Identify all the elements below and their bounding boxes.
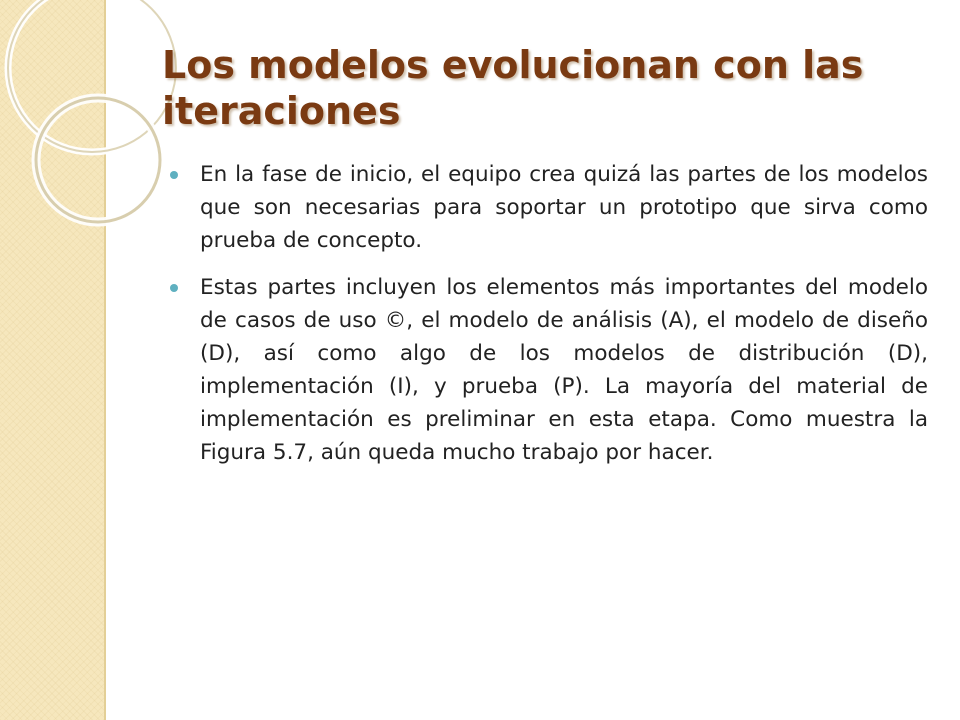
bullet-item — [170, 271, 928, 469]
slide-title: Los modelos evolucionan con las iteraciones — [162, 43, 864, 133]
ring-small-inner — [36, 98, 160, 222]
bullet-dot-icon — [170, 284, 178, 292]
bullet-text: Estas partes incluyen los elementos más importantes del modelo de casos de uso ©, el modelo de análisis (A), el modelo de diseño (D), así como algo de los modelos de distribución (D), implementación (I), y prueba (P). La mayoría del material de implementación es preliminar en esta etapa. Como muestra la Figura 5.7, aún queda mucho trabajo por hacer. — [200, 275, 928, 465]
bullet-dot-icon — [170, 171, 178, 179]
bullet-item — [170, 158, 928, 257]
bullet-list — [170, 158, 928, 483]
bullet-text: En la fase de inicio, el equipo crea quizá las partes de los modelos que son necesarias para soportar un prototipo que sirva como prueba de concepto. — [200, 162, 928, 253]
